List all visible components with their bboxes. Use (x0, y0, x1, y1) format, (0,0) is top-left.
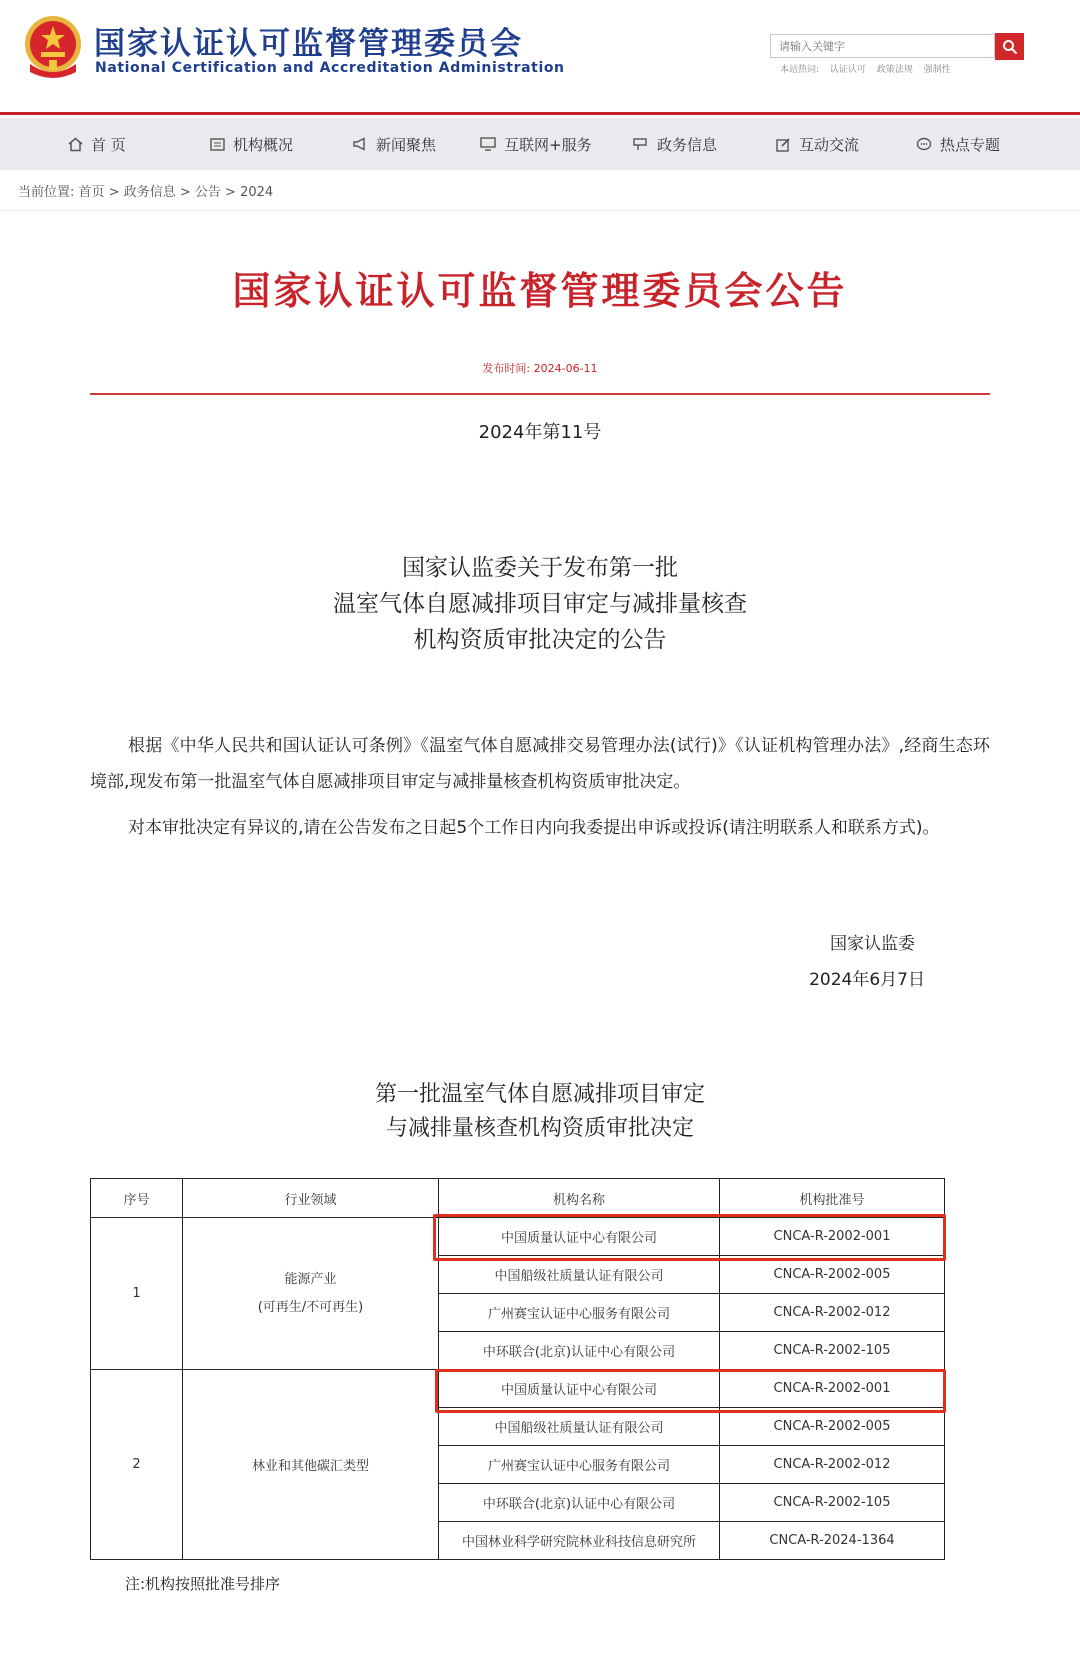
nav-item-internet-service[interactable] (480, 118, 592, 170)
nav-label: 机构概况 (233, 135, 294, 154)
column-header: 机构名称 (439, 1179, 720, 1218)
nav-label: 热点专题 (940, 135, 1001, 154)
org-cell: 中环联合(北京)认证中心有限公司 (439, 1484, 720, 1522)
publish-date: 发布时间: 2024-06-11 (482, 362, 598, 375)
announcement-title: 国家认证认可监督管理委员会公告 (232, 269, 848, 313)
highlight-box (433, 1214, 946, 1261)
code-cell: CNCA-R-2002-005 (720, 1408, 945, 1446)
field-name: 能源产业 (284, 1271, 337, 1287)
nav-item-home[interactable] (68, 118, 126, 170)
column-header: 序号 (91, 1179, 183, 1218)
search-button[interactable] (995, 33, 1024, 60)
nav-label: 政务信息 (657, 135, 718, 154)
org-cell: 中国质量认证中心有限公司 (439, 1370, 720, 1408)
seq-cell: 1 (91, 1218, 183, 1370)
column-header: 机构批准号 (720, 1179, 945, 1218)
breadcrumb-item[interactable]: 首页 (78, 185, 105, 200)
hot-words-label: 本站热词: (780, 65, 820, 75)
nav-label: 互联网+服务 (504, 135, 592, 154)
nav-item-overview[interactable] (210, 118, 293, 170)
nav-item-gov-info[interactable] (633, 118, 717, 170)
field-cell (183, 1218, 439, 1370)
body-paragraph: 对本审批决定有异议的,请在公告发布之日起5个工作日内向我委提出申诉或投诉(请注明联系人和联系方式)。 (128, 818, 940, 838)
highlight-box (435, 1369, 946, 1413)
site-header (0, 0, 1080, 114)
announcement-subject (0, 550, 1080, 658)
sign-date: 2024年6月7日 (809, 970, 925, 990)
search-input[interactable] (771, 36, 987, 58)
code-cell: CNCA-R-2002-005 (720, 1256, 945, 1294)
hot-word[interactable]: 认证认可 (829, 65, 866, 75)
nav-item-news[interactable] (352, 118, 436, 170)
table-note: 注:机构按照批准号排序 (125, 1575, 281, 1593)
code-cell: CNCA-R-2002-012 (720, 1294, 945, 1332)
subject-line: 机构资质审批决定的公告 (413, 627, 667, 653)
breadcrumb-prefix: 当前位置: (18, 185, 75, 200)
list-icon (210, 138, 225, 151)
nav-label: 互动交流 (799, 135, 860, 154)
decision-title-line: 第一批温室气体自愿减排项目审定 (374, 1082, 705, 1107)
code-cell: CNCA-R-2002-012 (720, 1446, 945, 1484)
code-cell: CNCA-R-2002-001 (720, 1370, 945, 1408)
org-cell: 广州赛宝认证中心服务有限公司 (439, 1446, 720, 1484)
nav-label: 首 页 (91, 135, 126, 154)
title-divider (90, 393, 990, 395)
code-cell: CNCA-R-2002-001 (720, 1218, 945, 1256)
search-icon (1002, 39, 1018, 55)
field-cell: 林业和其他碳汇类型 (183, 1370, 439, 1560)
megaphone-icon (352, 137, 368, 151)
column-header: 行业领域 (183, 1179, 439, 1218)
field-subtype: (可再生/不可再生) (257, 1299, 364, 1315)
org-cell: 中国林业科学研究院林业科技信息研究所 (439, 1522, 720, 1560)
org-cell: 中国船级社质量认证有限公司 (439, 1256, 720, 1294)
org-cell: 中国船级社质量认证有限公司 (439, 1408, 720, 1446)
nav-item-interaction[interactable] (776, 118, 859, 170)
flag-icon (633, 137, 649, 151)
body-paragraph: 根据《中华人民共和国认证认可条例》《温室气体自愿减排交易管理办法(试行)》《认证机构管理办法》,经商生态环境部,现发布第一批温室气体自愿减排项目审定与减排量核查机构资质审批决定。 (90, 736, 990, 792)
nav-item-hot-topics[interactable] (916, 118, 1000, 170)
document-number: 2024年第11号 (478, 422, 602, 443)
org-cell: 中国质量认证中心有限公司 (439, 1218, 720, 1256)
nav-label: 新闻聚焦 (376, 135, 437, 154)
header-divider (0, 112, 1080, 115)
org-cell: 中环联合(北京)认证中心有限公司 (439, 1332, 720, 1370)
main-nav (0, 118, 1080, 170)
table-header-row (91, 1179, 945, 1218)
edit-icon (776, 137, 791, 152)
hot-word[interactable]: 强制性 (923, 65, 951, 75)
site-title[interactable]: 国家认证认可监督管理委员会 (94, 26, 523, 62)
decision-title (0, 1078, 1080, 1146)
code-cell: CNCA-R-2002-105 (720, 1332, 945, 1370)
decision-title-line: 与减排量核查机构资质审批决定 (385, 1116, 694, 1141)
breadcrumb-item[interactable]: 公告 (194, 185, 221, 200)
national-emblem-icon[interactable] (22, 14, 84, 80)
home-icon (68, 137, 83, 152)
hot-word[interactable]: 政策法规 (876, 65, 913, 75)
breadcrumb-item[interactable]: 2024 (240, 185, 274, 200)
search-box (770, 34, 995, 58)
code-cell: CNCA-R-2024-1364 (720, 1522, 945, 1560)
code-cell: CNCA-R-2002-105 (720, 1484, 945, 1522)
org-cell: 广州赛宝认证中心服务有限公司 (439, 1294, 720, 1332)
site-title-english: National Certification and Accreditation Administration (95, 60, 565, 76)
subject-line: 温室气体自愿减排项目审定与减排量核查 (333, 591, 747, 617)
subject-line: 国家认监委关于发布第一批 (402, 555, 678, 581)
seq-cell: 2 (91, 1370, 183, 1560)
breadcrumb: 当前位置: 首页 > 政务信息 > 公告 > 2024 (18, 185, 274, 200)
hot-words (780, 62, 959, 75)
breadcrumb-divider (0, 210, 1080, 211)
breadcrumb-item[interactable]: 政务信息 (123, 185, 176, 200)
chat-icon (916, 137, 932, 152)
signer: 国家认监委 (830, 934, 915, 954)
monitor-icon (480, 137, 496, 151)
